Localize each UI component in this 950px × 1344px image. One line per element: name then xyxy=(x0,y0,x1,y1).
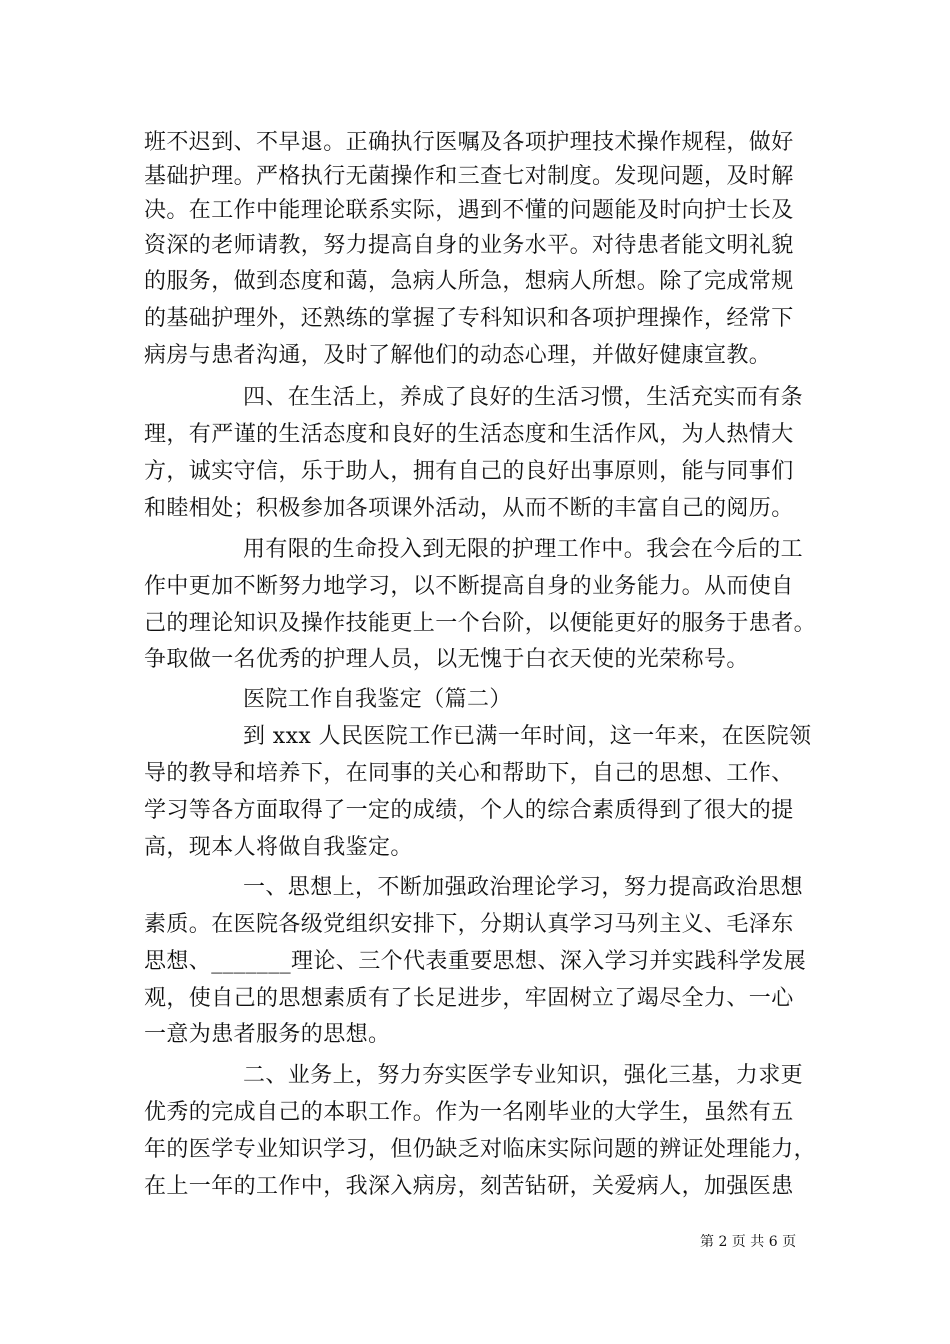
text-line-6: 的基础护理外，还熟练的掌握了专科知识和各项护理操作，经常下 xyxy=(144,306,794,331)
text-line-27: 优秀的完成自己的本职工作。作为一名刚毕业的大学生，虽然有五 xyxy=(144,1100,794,1125)
text-line-19: 学习等各方面取得了一定的成绩，个人的综合素质得到了很大的提 xyxy=(144,798,794,823)
text-line-5: 的服务，做到态度和蔼，急病人所急，想病人所想。除了完成常规 xyxy=(144,269,794,294)
text-line-22: 素质。在医院各级党组织安排下，分期认真学习马列主义、毛泽东 xyxy=(144,912,794,937)
section-heading: 医院工作自我鉴定（篇二） xyxy=(243,687,512,712)
page-number: 第 2 页 共 6 页 xyxy=(700,1234,797,1250)
text-line-13: 作中更加不断努力地学习，以不断提高自身的业务能力。从而使自 xyxy=(144,574,794,599)
text-line-11: 和睦相处；积极参加各项课外活动，从而不断的丰富自己的阅历。 xyxy=(144,496,794,521)
text-line-18: 导的教导和培养下，在同事的关心和帮助下，自己的思想、工作、 xyxy=(144,761,794,786)
text-line-26: 二、业务上，努力夯实医学专业知识，强化三基，力求更 xyxy=(243,1063,804,1088)
text-line-25: 一意为患者服务的思想。 xyxy=(144,1022,391,1047)
text-line-21: 一、思想上，不断加强政治理论学习，努力提高政治思想 xyxy=(243,875,804,900)
text-line-4: 资深的老师请教，努力提高自身的业务水平。对待患者能文明礼貌 xyxy=(144,233,794,258)
text-line-14: 己的理论知识及操作技能更上一个台阶，以便能更好的服务于患者。 xyxy=(144,611,817,636)
text-line-20: 高，现本人将做自我鉴定。 xyxy=(144,835,413,860)
text-line-2: 基础护理。严格执行无菌操作和三查七对制度。发现问题，及时解 xyxy=(144,164,794,189)
text-line-17: 到 xxx 人民医院工作已满一年时间，这一年来，在医院领 xyxy=(243,724,812,749)
text-line-8: 四、在生活上，养成了良好的生活习惯，生活充实而有条 xyxy=(243,385,804,410)
text-line-29: 在上一年的工作中，我深入病房，刻苦钻研，关爱病人，加强医患 xyxy=(144,1174,794,1199)
text-line-15: 争取做一名优秀的护理人员，以无愧于白衣天使的光荣称号。 xyxy=(144,647,749,672)
text-line-23: 思想、_______理论、三个代表重要思想、深入学习并实践科学发展 xyxy=(144,949,807,974)
text-line-3: 决。在工作中能理论联系实际，遇到不懂的问题能及时向护士长及 xyxy=(144,198,794,223)
text-line-10: 方，诚实守信，乐于助人，拥有自己的良好出事原则，能与同事们 xyxy=(144,459,794,484)
text-line-9: 理，有严谨的生活态度和良好的生活态度和生活作风，为人热情大 xyxy=(144,422,794,447)
text-line-7: 病房与患者沟通，及时了解他们的动态心理，并做好健康宣教。 xyxy=(144,343,772,368)
text-line-24: 观，使自己的思想素质有了长足进步，牢固树立了竭尽全力、一心 xyxy=(144,986,794,1011)
text-line-12: 用有限的生命投入到无限的护理工作中。我会在今后的工 xyxy=(243,537,804,562)
text-line-28: 年的医学专业知识学习，但仍缺乏对临床实际问题的辨证处理能力， xyxy=(144,1137,817,1162)
text-line-1: 班不迟到、不早退。正确执行医嘱及各项护理技术操作规程，做好 xyxy=(144,130,794,155)
